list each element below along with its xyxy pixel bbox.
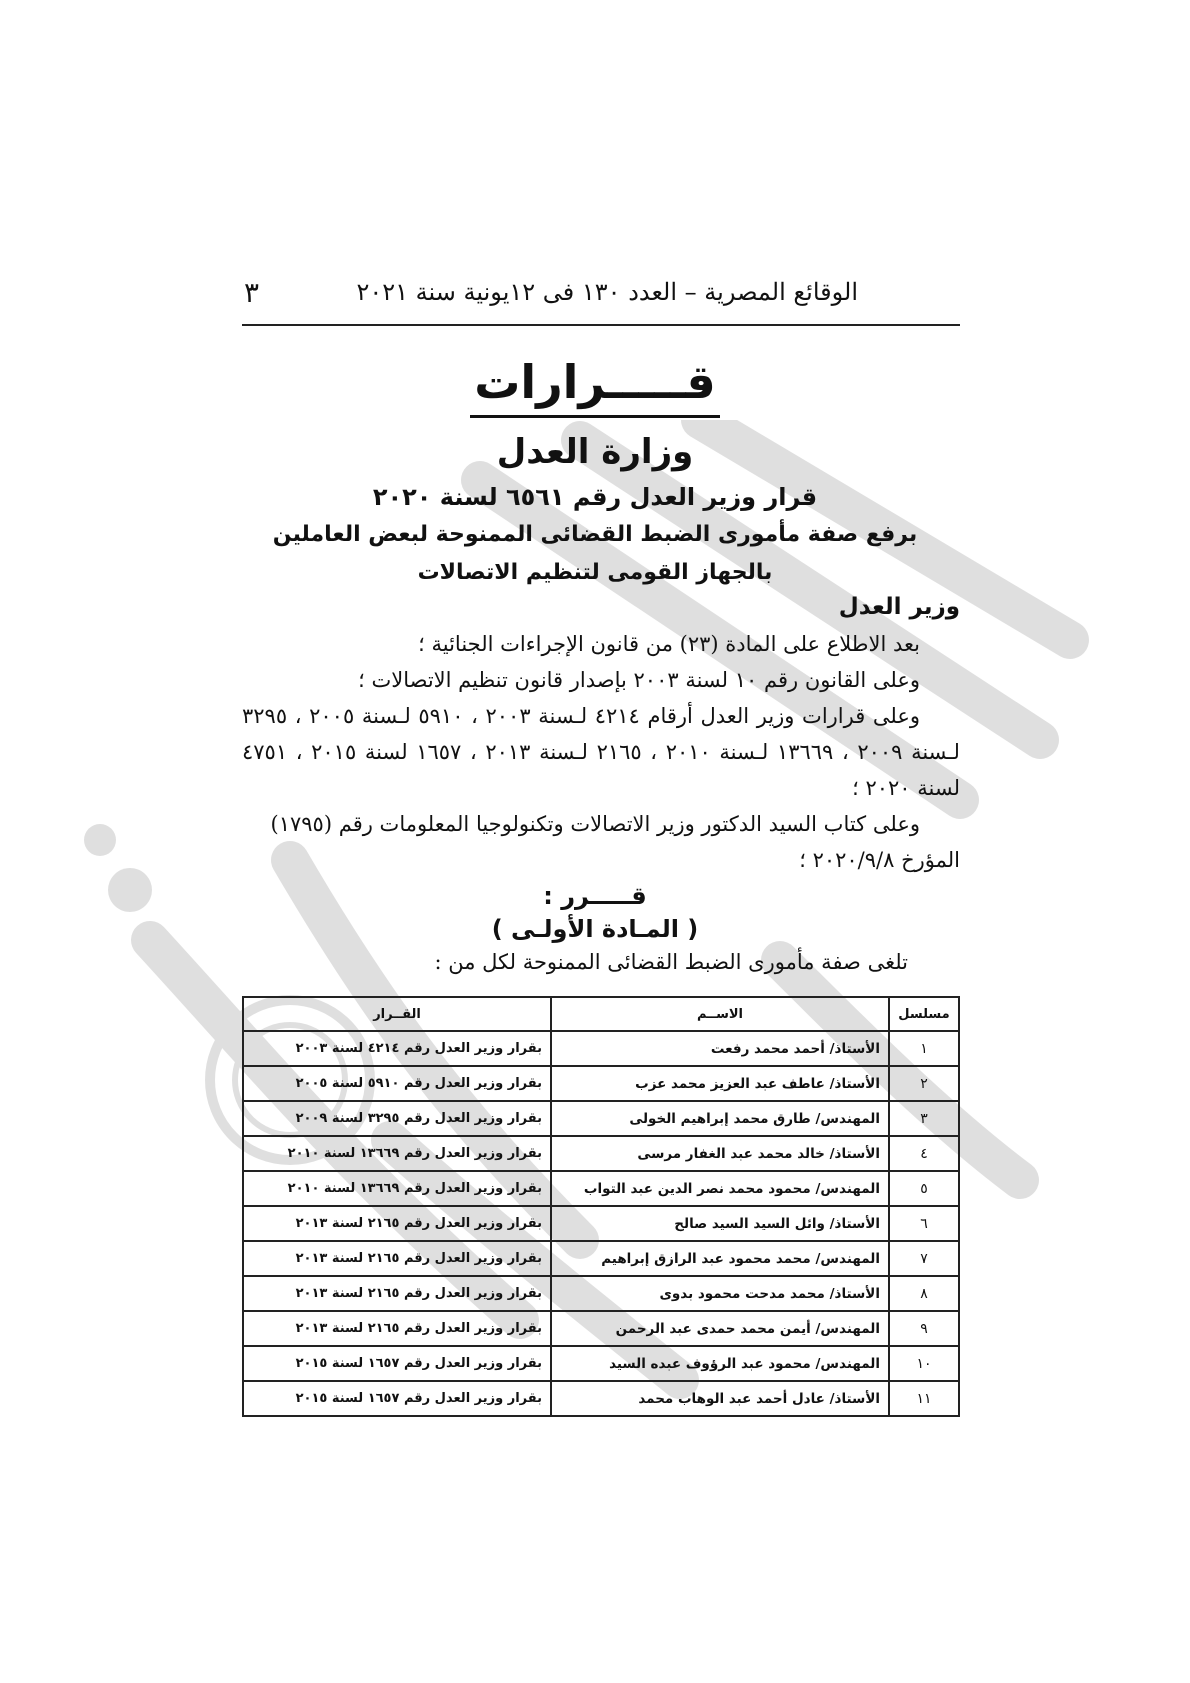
preamble-paragraph-4 xyxy=(242,806,960,878)
table-row xyxy=(243,1206,959,1241)
row-name: الأستاذ/ وائل السيد السيد صالح xyxy=(551,1206,889,1241)
row-name: المهندس/ محمود محمد نصر الدين عبد التواب xyxy=(551,1171,889,1206)
preamble-paragraph-1: بعد الاطلاع على المادة (٢٣) من قانون الإجراءات الجنائية ؛ xyxy=(418,632,920,656)
row-name: الأستاذ/ أحمد محمد رفعت xyxy=(551,1031,889,1066)
preamble-paragraph-4-first: وعلى كتاب السيد الدكتور وزير الاتصالات وتكنولوجيا المعلومات رقم (١٧٩٥) xyxy=(270,812,920,836)
subject-line-1: برفع صفة مأمورى الضبط القضائى الممنوحة لبعض العاملين xyxy=(272,522,918,547)
section-title-text: قـــــرارات xyxy=(470,355,720,418)
header-serial: مسلسل xyxy=(889,997,959,1031)
row-name: المهندس/ محمود عبد الرؤوف عبده السيد xyxy=(551,1346,889,1381)
minister-label: وزير العدل xyxy=(838,594,960,620)
table-row xyxy=(243,1101,959,1136)
row-decision: بقرار وزير العدل رقم ٤٢١٤ لسنة ٢٠٠٣ xyxy=(243,1031,551,1066)
row-decision: بقرار وزير العدل رقم ١٣٦٦٩ لسنة ٢٠١٠ xyxy=(243,1136,551,1171)
table-row xyxy=(243,1276,959,1311)
row-name: المهندس/ أيمن محمد حمدى عبد الرحمن xyxy=(551,1311,889,1346)
running-title: الوقائع المصرية – العدد ١٣٠ فى ١٢يونية سنة ٢٠٢١ xyxy=(356,278,858,306)
row-name: الأستاذ/ محمد مدحت محمود بدوى xyxy=(551,1276,889,1311)
row-serial: ٦ xyxy=(889,1206,959,1241)
row-decision: بقرار وزير العدل رقم ١٦٥٧ لسنة ٢٠١٥ xyxy=(243,1346,551,1381)
row-decision: بقرار وزير العدل رقم ٣٢٩٥ لسنة ٢٠٠٩ xyxy=(243,1101,551,1136)
table-row xyxy=(243,1241,959,1276)
running-header xyxy=(242,270,960,326)
row-serial: ٥ xyxy=(889,1171,959,1206)
page-number: ٣ xyxy=(244,276,260,309)
row-serial: ٣ xyxy=(889,1101,959,1136)
table-header-row xyxy=(243,997,959,1031)
row-decision: بقرار وزير العدل رقم ١٦٥٧ لسنة ٢٠١٥ xyxy=(243,1381,551,1416)
row-serial: ٨ xyxy=(889,1276,959,1311)
row-serial: ١ xyxy=(889,1031,959,1066)
article-intro: تلغى صفة مأمورى الضبط القضائى الممنوحة لكل من : xyxy=(434,950,908,974)
preamble-paragraph-3 xyxy=(242,698,960,806)
preamble-paragraph-4-rest: المؤرخ ٢٠٢٠/٩/٨ ؛ xyxy=(799,848,960,872)
row-name: الأستاذ/ عادل أحمد عبد الوهاب محمد xyxy=(551,1381,889,1416)
row-serial: ٢ xyxy=(889,1066,959,1101)
table-row xyxy=(243,1311,959,1346)
row-serial: ٤ xyxy=(889,1136,959,1171)
row-decision: بقرار وزير العدل رقم ٢١٦٥ لسنة ٢٠١٣ xyxy=(243,1276,551,1311)
row-serial: ١٠ xyxy=(889,1346,959,1381)
row-decision: بقرار وزير العدل رقم ٢١٦٥ لسنة ٢٠١٣ xyxy=(243,1241,551,1276)
section-title xyxy=(0,355,1190,409)
preamble-paragraph-3-first: وعلى قرارات وزير العدل أرقام ٤٢١٤ لـسنة ٢٠٠٣ ، ٥٩١٠ لـسنة ٢٠٠٥ ، xyxy=(294,704,920,728)
row-name: المهندس/ محمد محمود عبد الرازق إبراهيم xyxy=(551,1241,889,1276)
row-name: الأستاذ/ عاطف عبد العزيز محمد عزب xyxy=(551,1066,889,1101)
table-row xyxy=(243,1031,959,1066)
subject-line-2: بالجهاز القومى لتنظيم الاتصالات xyxy=(417,560,773,585)
row-decision: بقرار وزير العدل رقم ٢١٦٥ لسنة ٢٠١٣ xyxy=(243,1311,551,1346)
row-serial: ٧ xyxy=(889,1241,959,1276)
row-name: المهندس/ طارق محمد إبراهيم الخولى xyxy=(551,1101,889,1136)
row-decision: بقرار وزير العدل رقم ٢١٦٥ لسنة ٢٠١٣ xyxy=(243,1206,551,1241)
table-row xyxy=(243,1346,959,1381)
table-row xyxy=(243,1381,959,1416)
row-decision: بقرار وزير العدل رقم ٥٩١٠ لسنة ٢٠٠٥ xyxy=(243,1066,551,1101)
preamble-paragraph-3-rest: ٣٢٩٥ لـسنة ٢٠٠٩ ، ١٣٦٦٩ لـسنة ٢٠١٠ ، ٢١٦٥ لـسنة ٢٠١٣ ، ١٦٥٧ لسنة ٢٠١٥ ، ٤٧٥١ لسنة ٢٠٢٠ ؛ xyxy=(242,704,960,800)
ministry-heading: وزارة العدل xyxy=(496,432,694,472)
row-decision: بقرار وزير العدل رقم ١٣٦٦٩ لسنة ٢٠١٠ xyxy=(243,1171,551,1206)
row-serial: ٩ xyxy=(889,1311,959,1346)
table-row xyxy=(243,1136,959,1171)
article-one-heading: ( المـادة الأولـى ) xyxy=(491,915,699,943)
row-serial: ١١ xyxy=(889,1381,959,1416)
table-row xyxy=(243,1066,959,1101)
header-decision: القــرار xyxy=(243,997,551,1031)
table-row xyxy=(243,1171,959,1206)
row-name: الأستاذ/ خالد محمد عبد الغفار مرسى xyxy=(551,1136,889,1171)
decided-heading: قـــــرر : xyxy=(543,882,647,910)
decision-title: قرار وزير العدل رقم ٦٥٦١ لسنة ٢٠٢٠ xyxy=(372,483,818,511)
header-name: الاســم xyxy=(551,997,889,1031)
preamble-paragraph-2: وعلى القانون رقم ١٠ لسنة ٢٠٠٣ بإصدار قانون تنظيم الاتصالات ؛ xyxy=(358,668,920,692)
revoked-officers-table xyxy=(242,996,960,1417)
